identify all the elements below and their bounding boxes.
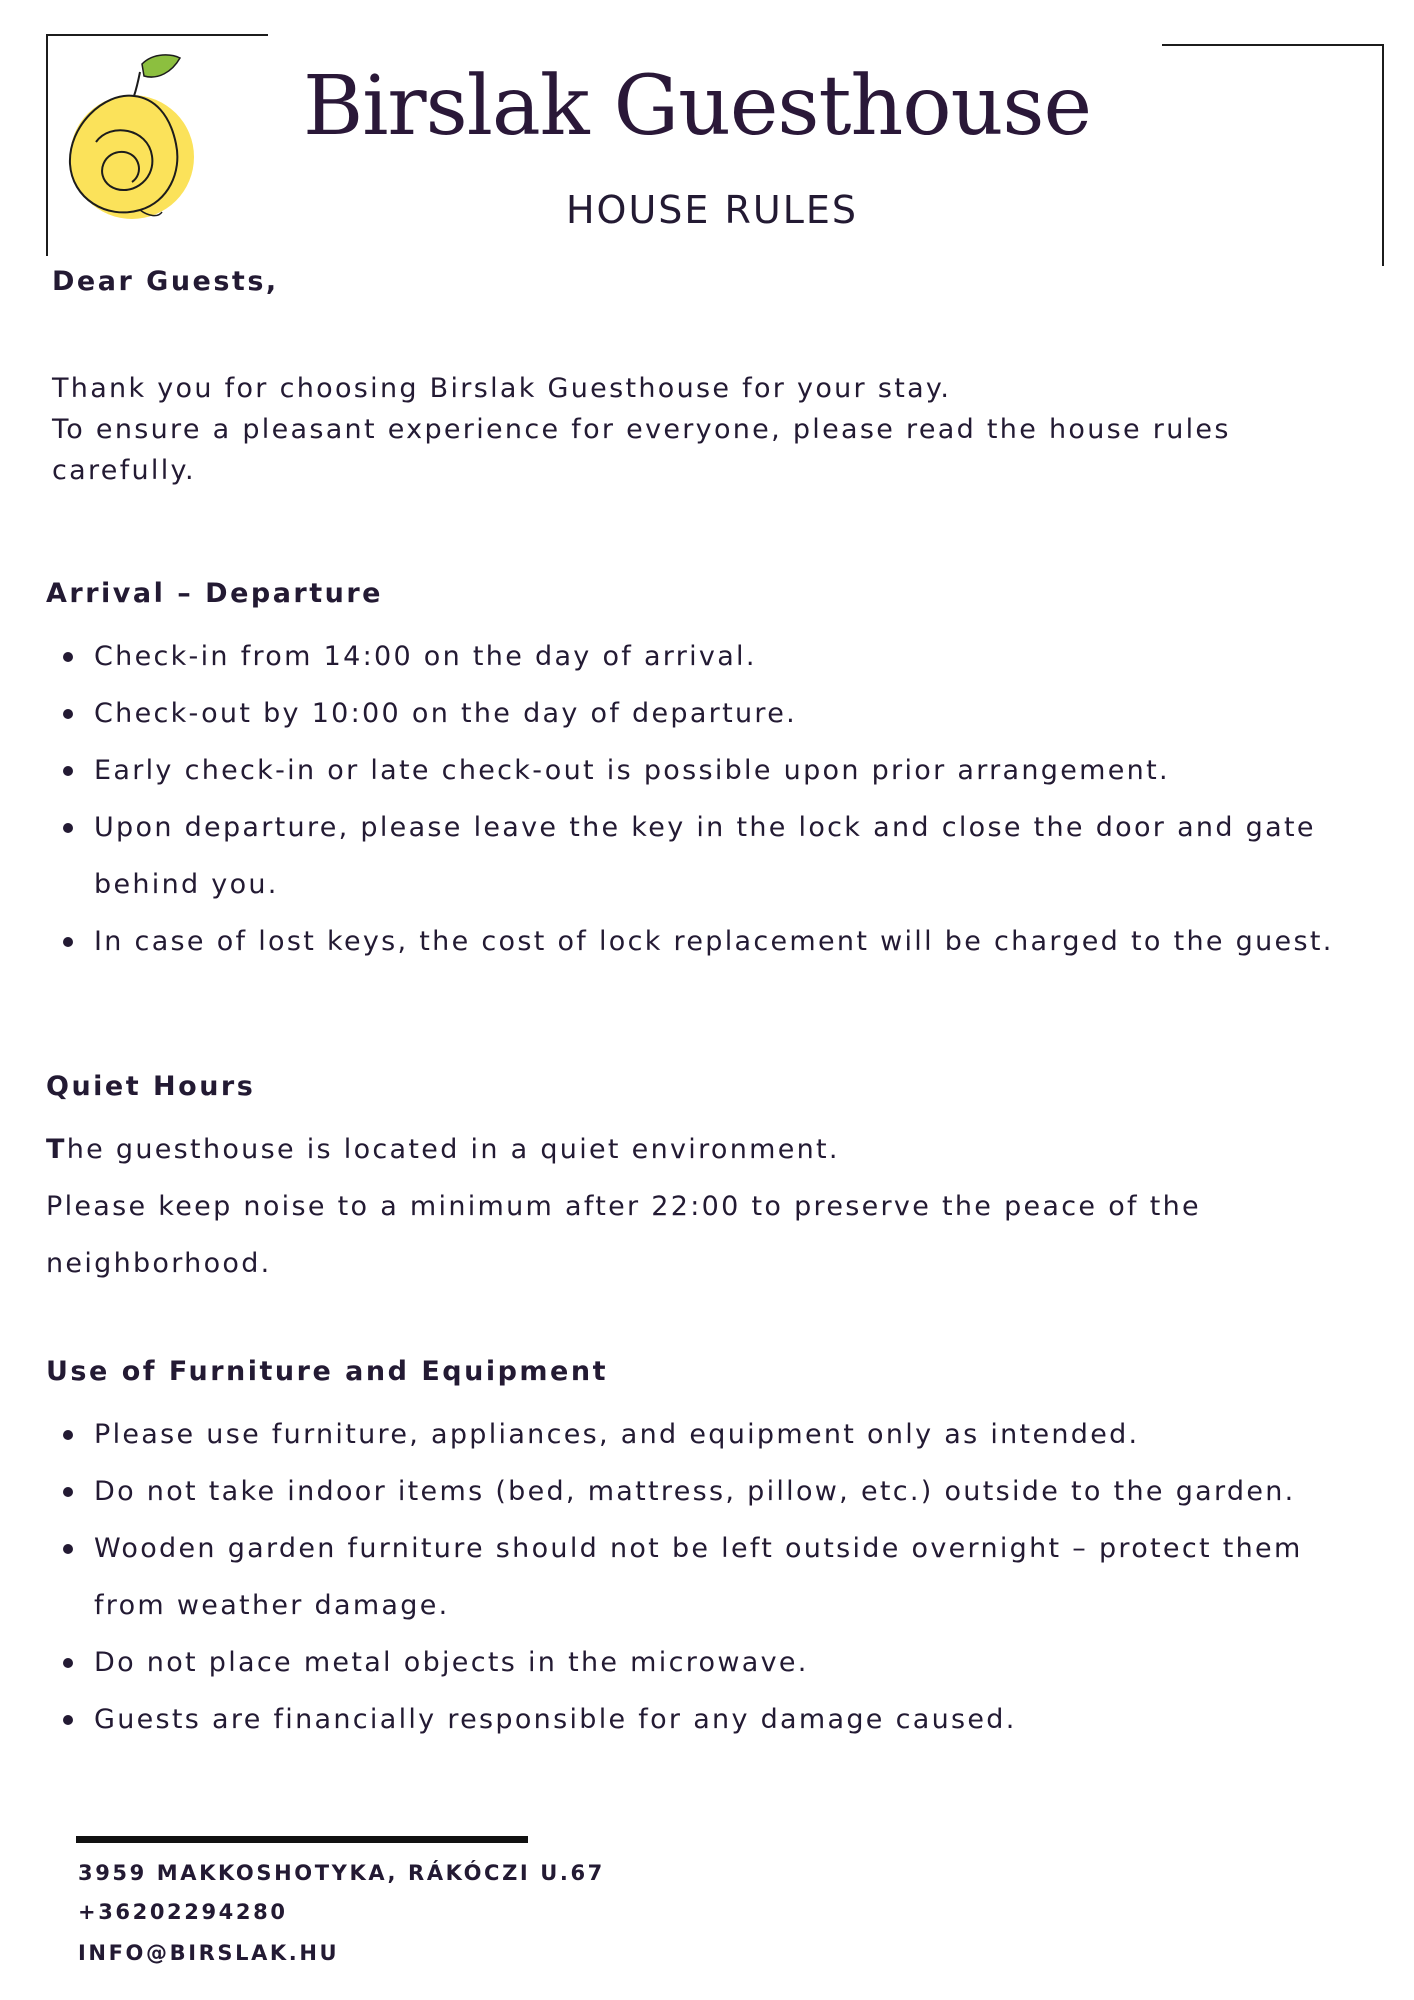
list-item: Do not place metal objects in the microwave. — [46, 1634, 1366, 1691]
list-item: Guests are financially responsible for any damage caused. — [46, 1691, 1366, 1748]
bullet-icon — [63, 1715, 73, 1725]
list-item: In case of lost keys, the cost of lock replacement will be charged to the guest. — [46, 913, 1334, 970]
intro-line: To ensure a pleasant experience for everyone, please read the house rules — [52, 414, 1231, 445]
list-item: Check-out by 10:00 on the day of departure. — [46, 685, 1366, 742]
furniture-rules-list — [46, 1406, 1366, 1748]
quiet-hours-text: The guesthouse is located in a quiet environment. Please keep noise to a minimum after 22:00 to preserve the peace of the neighborhood. — [46, 1134, 1201, 1279]
bullet-icon — [63, 1544, 73, 1554]
bullet-icon — [63, 652, 73, 662]
list-item: Wooden garden furniture should not be left outside overnight – protect them from weather damage. — [46, 1520, 1334, 1634]
list-item: Check-in from 14:00 on the day of arrival. — [46, 628, 1366, 685]
bullet-icon — [63, 1487, 73, 1497]
bullet-icon — [63, 823, 73, 833]
quiet-hours-section — [46, 1069, 1366, 1292]
section-heading: Arrival – Departure — [46, 578, 383, 609]
page-title: Birslak Guesthouse — [302, 59, 1092, 154]
bullet-icon — [63, 1658, 73, 1668]
page-subtitle: HOUSE RULES — [565, 188, 859, 232]
list-item: Upon departure, please leave the key in the lock and close the door and gate behind you. — [46, 799, 1334, 913]
list-item: Early check-in or late check-out is possible upon prior arrangement. — [46, 742, 1366, 799]
furniture-section — [46, 1354, 1366, 1748]
arrival-section — [46, 576, 1366, 970]
intro-line: carefully. — [52, 455, 196, 486]
greeting: Dear Guests, — [52, 266, 279, 297]
bullet-icon — [63, 709, 73, 719]
bullet-icon — [63, 766, 73, 776]
list-item: Do not take indoor items (bed, mattress, pillow, etc.) outside to the garden. — [46, 1463, 1366, 1520]
footer-divider — [76, 1836, 528, 1843]
list-item: Please use furniture, appliances, and equipment only as intended. — [46, 1406, 1366, 1463]
bullet-icon — [63, 1430, 73, 1440]
footer-phone[interactable]: +36202294280 — [78, 1900, 288, 1924]
intro-line: Thank you for choosing Birslak Guesthouse for your stay. — [52, 373, 952, 404]
footer-address: 3959 MAKKOSHOTYKA, RÁKÓCZI U.67 — [78, 1861, 605, 1885]
arrival-rules-list — [46, 628, 1366, 970]
intro-paragraph — [52, 368, 1342, 491]
section-heading: Quiet Hours — [46, 1071, 256, 1102]
footer-email[interactable]: INFO@BIRSLAK.HU — [78, 1941, 340, 1965]
bullet-icon — [63, 937, 73, 947]
section-heading: Use of Furniture and Equipment — [46, 1356, 608, 1387]
